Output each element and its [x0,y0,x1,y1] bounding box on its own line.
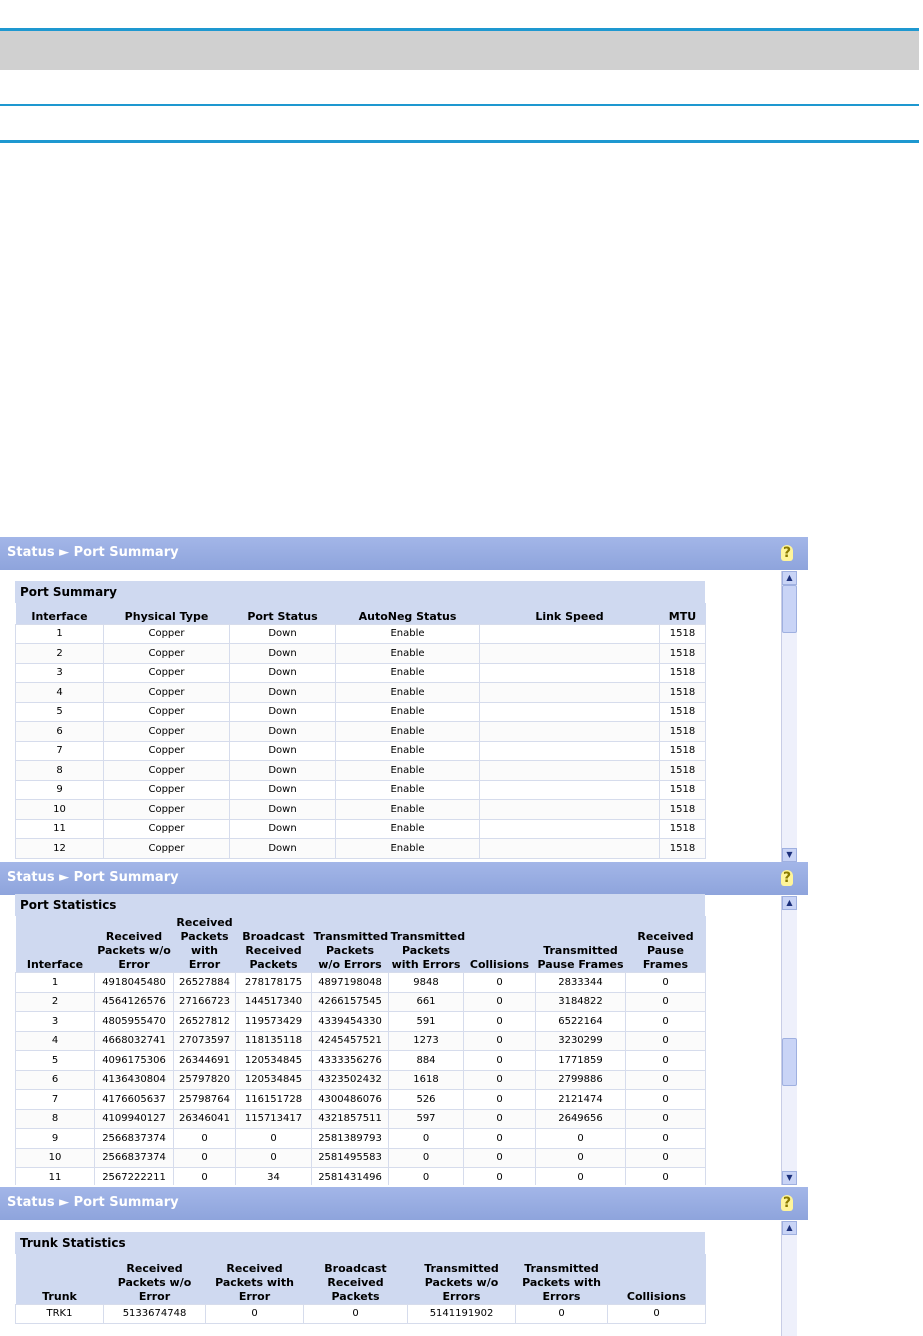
table-row [16,702,706,722]
table-row [16,1031,706,1051]
table-cell: Down [230,702,336,722]
table-cell: Down [230,741,336,761]
table-cell [480,722,660,742]
column-header: Interface [16,603,104,624]
table-cell: 2581495583 [312,1148,389,1168]
table-cell: 27166723 [174,992,236,1012]
table-cell: 0 [206,1304,304,1324]
table-cell: 526 [389,1090,464,1110]
table-cell: 144517340 [236,992,312,1012]
column-header: Broadcast Received Packets [236,916,312,973]
table-cell: 884 [389,1051,464,1071]
table-cell: 8 [16,1109,95,1129]
column-header: Received Packets with Error [174,916,236,973]
table-cell: 34 [236,1168,312,1186]
trunk-statistics-panel [0,1187,808,1336]
table-cell: 0 [464,1090,536,1110]
table-cell: 10 [16,1148,95,1168]
table-cell: Enable [336,722,480,742]
table-cell: 0 [626,1070,706,1090]
table-cell: 0 [536,1168,626,1186]
table-cell: 2121474 [536,1090,626,1110]
table-cell: Down [230,663,336,683]
table-cell [480,761,660,781]
table-cell: Down [230,839,336,859]
section-title: Trunk Statistics [15,1232,705,1254]
table-cell: 4805955470 [95,1012,174,1032]
breadcrumb: Status ► Port Summary [7,1195,179,1210]
table-cell: 1273 [389,1031,464,1051]
table-cell: 1518 [660,819,706,839]
table-cell: 7 [16,1090,95,1110]
table-row [16,992,706,1012]
table-cell: Copper [104,683,230,703]
table-cell: 0 [174,1168,236,1186]
table-cell: 5133674748 [104,1304,206,1324]
table-cell: 4176605637 [95,1090,174,1110]
table-cell: 120534845 [236,1070,312,1090]
table-cell: Copper [104,780,230,800]
table-cell: 12 [16,839,104,859]
table-cell: Down [230,819,336,839]
table-cell: 25797820 [174,1070,236,1090]
table-cell: Down [230,761,336,781]
table-cell: 4245457521 [312,1031,389,1051]
table-cell: 9 [16,780,104,800]
column-header: Physical Type [104,603,230,624]
table-cell: 9848 [389,973,464,993]
table-header-row [0,31,919,70]
section-title: Port Summary [15,581,705,603]
table-cell: Enable [336,761,480,781]
table-cell: Down [230,722,336,742]
table-cell: 10 [16,800,104,820]
table-cell: 4339454330 [312,1012,389,1032]
table-cell: TRK1 [16,1304,104,1324]
table-cell: 5141191902 [408,1304,516,1324]
table-cell: 7 [16,741,104,761]
table-cell: Enable [336,819,480,839]
column-header: Interface [16,916,95,973]
table-cell: 4321857511 [312,1109,389,1129]
table-cell: 3 [16,663,104,683]
table-cell: 4333356276 [312,1051,389,1071]
column-header: Port Status [230,603,336,624]
table-cell: Enable [336,663,480,683]
help-icon[interactable]: ? [782,545,792,561]
section-title: Port Statistics [15,894,705,916]
table-cell: 0 [389,1168,464,1186]
table-cell: 11 [16,1168,95,1186]
table-row [16,1090,706,1110]
table-cell: Copper [104,819,230,839]
table-cell: 3230299 [536,1031,626,1051]
table-cell: 0 [626,1109,706,1129]
trunk-statistics-section [15,1232,705,1324]
table-cell: 26527812 [174,1012,236,1032]
breadcrumb: Status ► Port Summary [7,545,179,560]
table-cell: Copper [104,702,230,722]
table-cell: 4 [16,1031,95,1051]
table-row [16,624,706,644]
scrollbar[interactable] [781,1221,797,1336]
table-cell: 1518 [660,644,706,664]
port-statistics-panel [0,862,808,1185]
table-cell: 2581431496 [312,1168,389,1186]
table-cell: 0 [464,1051,536,1071]
column-header: Transmitted Packets w/o Errors [312,916,389,973]
table-cell: 0 [626,1090,706,1110]
table-row [16,1168,706,1186]
column-header: Received Pause Frames [626,916,706,973]
column-header: Transmitted Packets with Errors [516,1254,608,1304]
table-cell: 2 [16,644,104,664]
scroll-down-button[interactable]: ▼ [782,848,797,862]
table-cell: 9 [16,1129,95,1149]
table-cell: 1518 [660,839,706,859]
table-cell: 4136430804 [95,1070,174,1090]
column-header: Transmitted Packets w/o Errors [408,1254,516,1304]
scrollbar[interactable] [781,896,797,1185]
table-cell: 0 [464,1148,536,1168]
table-cell: 0 [626,1129,706,1149]
table-cell [480,741,660,761]
table-cell: 2833344 [536,973,626,993]
table-row [16,800,706,820]
port-summary-panel [0,537,808,862]
column-header: Received Packets w/o Error [95,916,174,973]
help-icon[interactable]: ? [782,1195,792,1211]
table-row [16,644,706,664]
table-cell: Down [230,800,336,820]
table-cell: Enable [336,800,480,820]
table-cell: Enable [336,839,480,859]
table-cell: 1771859 [536,1051,626,1071]
table-cell: 1518 [660,780,706,800]
table-cell: Copper [104,839,230,859]
table-row [16,780,706,800]
table-cell: Copper [104,624,230,644]
table-cell: 2566837374 [95,1129,174,1149]
table-cell: 4300486076 [312,1090,389,1110]
scroll-up-button[interactable]: ▲ [782,1221,797,1235]
table-cell: 4668032741 [95,1031,174,1051]
table-cell: 115713417 [236,1109,312,1129]
column-header: Collisions [608,1254,706,1304]
table-row [16,1148,706,1168]
table-row [16,819,706,839]
scroll-up-button[interactable]: ▲ [782,571,797,585]
trunk-statistics-table [15,1254,706,1324]
table-cell: 0 [626,1168,706,1186]
table-cell: 4564126576 [95,992,174,1012]
table-cell: 118135118 [236,1031,312,1051]
table-cell: 1 [16,973,95,993]
table-cell: 0 [464,1129,536,1149]
table-cell: Copper [104,663,230,683]
table-cell: 0 [536,1129,626,1149]
table-cell: 0 [464,1109,536,1129]
table-cell: 4897198048 [312,973,389,993]
table-cell: Enable [336,702,480,722]
column-header: Trunk [16,1254,104,1304]
table-row [16,741,706,761]
table-row [16,761,706,781]
table-cell: 1518 [660,663,706,683]
column-header: Broadcast Received Packets [304,1254,408,1304]
table-cell: 0 [304,1304,408,1324]
table-row [16,1109,706,1129]
table-cell: 0 [464,973,536,993]
breadcrumb: Status ► Port Summary [7,870,179,885]
column-header: Received Packets w/o Error [104,1254,206,1304]
table-cell: 5 [16,1051,95,1071]
table-cell: 0 [174,1129,236,1149]
table-cell: 0 [464,1070,536,1090]
table-cell: Down [230,644,336,664]
table-cell: 0 [626,1051,706,1071]
table-cell: Copper [104,644,230,664]
table-cell: 1518 [660,683,706,703]
table-cell: Copper [104,800,230,820]
table-cell: 2 [16,992,95,1012]
table-cell: 6 [16,1070,95,1090]
table-cell: 4323502432 [312,1070,389,1090]
table-cell: 2567222211 [95,1168,174,1186]
table-cell: 119573429 [236,1012,312,1032]
table-cell [480,800,660,820]
port-statistics-table [15,916,706,1185]
table-cell: 0 [626,1148,706,1168]
table-row [16,722,706,742]
table-cell: 4918045480 [95,973,174,993]
scroll-thumb[interactable] [782,585,797,633]
table-cell: 5 [16,702,104,722]
table-row [0,70,919,106]
help-icon[interactable]: ? [782,870,792,886]
table-cell: 3 [16,1012,95,1032]
table-cell: 2799886 [536,1070,626,1090]
panel-header-bar [0,1187,808,1220]
table-cell: 0 [236,1129,312,1149]
table-cell [480,780,660,800]
column-header: Transmitted Packets with Errors [389,916,464,973]
table-cell [480,839,660,859]
table-cell: Enable [336,683,480,703]
table-cell: 2649656 [536,1109,626,1129]
table-cell: 591 [389,1012,464,1032]
table-cell: Enable [336,780,480,800]
scroll-up-button[interactable]: ▲ [782,896,797,910]
table-cell: Copper [104,722,230,742]
table-row [16,1304,706,1324]
table-cell: 0 [236,1148,312,1168]
table-cell: Down [230,780,336,800]
table-cell: 4096175306 [95,1051,174,1071]
table-cell: 1518 [660,800,706,820]
table-cell: 120534845 [236,1051,312,1071]
table-cell: 0 [536,1148,626,1168]
table-cell: 2581389793 [312,1129,389,1149]
table-cell: Enable [336,644,480,664]
table-cell: 0 [516,1304,608,1324]
table-cell: Copper [104,741,230,761]
table-cell: 0 [608,1304,706,1324]
port-summary-table [15,603,706,859]
table-cell: 0 [174,1148,236,1168]
table-cell: 0 [389,1129,464,1149]
table-cell: 2566837374 [95,1148,174,1168]
table-cell: 1518 [660,761,706,781]
table-cell [480,702,660,722]
table-cell: 26527884 [174,973,236,993]
table-cell: 25798764 [174,1090,236,1110]
scrollbar[interactable] [781,571,797,862]
port-summary-section [15,581,705,859]
table-cell: Copper [104,761,230,781]
table-cell: 661 [389,992,464,1012]
scroll-thumb[interactable] [782,1038,797,1086]
table-cell: 0 [626,1031,706,1051]
table-cell: 0 [464,1031,536,1051]
table-row [16,973,706,993]
table-cell: Enable [336,741,480,761]
table-row [16,683,706,703]
table-cell: 0 [626,1012,706,1032]
table-cell [480,663,660,683]
column-header: Transmitted Pause Frames [536,916,626,973]
table-cell: 4 [16,683,104,703]
table-cell: 6522164 [536,1012,626,1032]
table-cell: 0 [389,1148,464,1168]
table-cell: 1518 [660,722,706,742]
table-cell: 27073597 [174,1031,236,1051]
table-cell: 0 [464,1168,536,1186]
table-row [16,1012,706,1032]
column-header: Collisions [464,916,536,973]
table-cell: Down [230,683,336,703]
panel-header-bar [0,862,808,895]
document-table [0,28,919,143]
table-cell: 0 [626,992,706,1012]
column-header: Link Speed [480,603,660,624]
table-row [16,839,706,859]
table-cell: 11 [16,819,104,839]
table-cell: 0 [464,1012,536,1032]
table-cell: 6 [16,722,104,742]
column-header: Received Packets with Error [206,1254,304,1304]
table-cell: Enable [336,624,480,644]
table-cell: 0 [626,973,706,993]
table-cell [480,624,660,644]
scroll-down-button[interactable]: ▼ [782,1171,797,1185]
table-cell: 1518 [660,702,706,722]
table-cell: 116151728 [236,1090,312,1110]
table-row [16,1051,706,1071]
table-cell: 278178175 [236,973,312,993]
table-cell: 4109940127 [95,1109,174,1129]
table-cell [480,819,660,839]
table-row [16,1070,706,1090]
table-cell: 1518 [660,741,706,761]
table-cell: 26346041 [174,1109,236,1129]
table-row [0,106,919,143]
column-header: MTU [660,603,706,624]
port-statistics-section [15,894,705,1185]
table-cell: 1518 [660,624,706,644]
column-header: AutoNeg Status [336,603,480,624]
table-cell: Down [230,624,336,644]
table-cell [480,644,660,664]
table-cell: 3184822 [536,992,626,1012]
table-cell: 4266157545 [312,992,389,1012]
table-cell: 1 [16,624,104,644]
table-cell: 0 [464,992,536,1012]
table-row [16,663,706,683]
table-cell: 1618 [389,1070,464,1090]
table-cell: 8 [16,761,104,781]
table-cell: 597 [389,1109,464,1129]
table-cell [480,683,660,703]
table-cell: 26344691 [174,1051,236,1071]
panel-header-bar [0,537,808,570]
table-row [16,1129,706,1149]
